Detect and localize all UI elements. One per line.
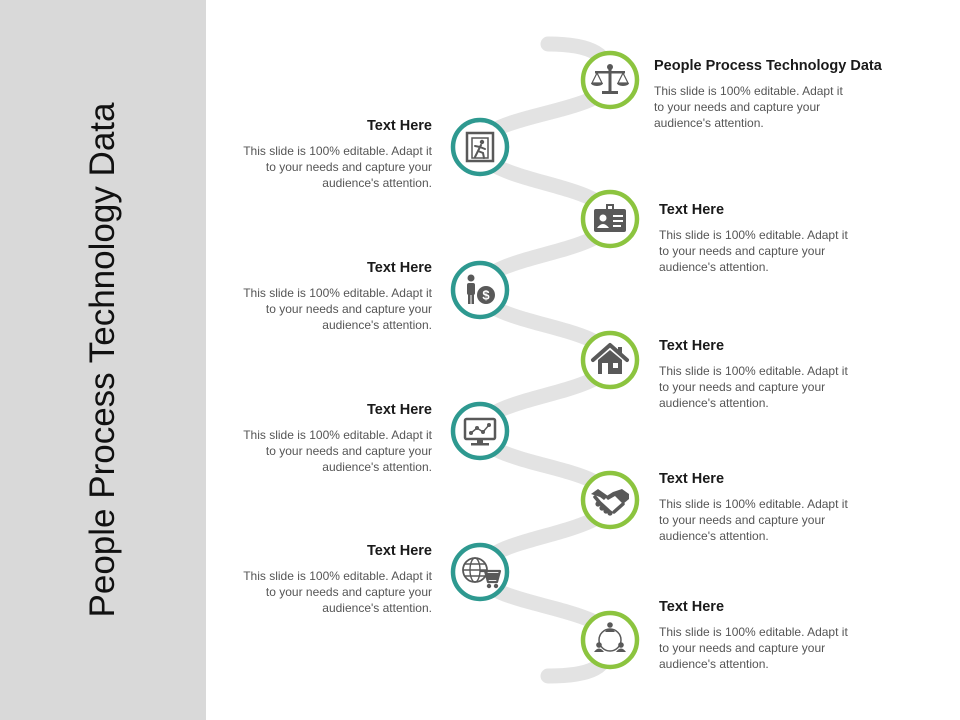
step-description: This slide is 100% editable. Adapt it to your needs and capture your audience's attention. [659, 625, 848, 671]
step-heading: Text Here [659, 338, 725, 354]
step-node [453, 120, 507, 174]
step-node [583, 333, 637, 387]
step-label [659, 470, 859, 544]
step-description: This slide is 100% editable. Adapt it to your needs and capture your audience's attention. [243, 428, 432, 474]
step-node [583, 192, 637, 246]
step-node [453, 404, 507, 458]
step-heading: Text Here [659, 471, 725, 487]
step-label [659, 201, 859, 275]
step-heading: Text Here [659, 202, 725, 218]
step-description: This slide is 100% editable. Adapt it to your needs and capture your audience's attention. [659, 497, 848, 543]
step-heading: People Process Technology Data [654, 58, 882, 74]
step-label [232, 542, 432, 616]
step-heading: Text Here [659, 599, 725, 615]
step-label [659, 598, 859, 672]
step-node [583, 473, 637, 527]
step-description: This slide is 100% editable. Adapt it to your needs and capture your audience's attention. [659, 364, 848, 410]
step-heading: Text Here [366, 260, 432, 276]
step-ring [453, 404, 507, 458]
step-description: This slide is 100% editable. Adapt it to your needs and capture your audience's attention. [243, 144, 432, 190]
step-node [453, 545, 507, 599]
step-heading: Text Here [366, 118, 432, 134]
slide-title: People Process Technology Data [83, 102, 122, 618]
step-label [654, 57, 914, 131]
step-description: This slide is 100% editable. Adapt it to your needs and capture your audience's attention. [654, 84, 843, 130]
step-node [583, 53, 637, 107]
step-description: This slide is 100% editable. Adapt it to your needs and capture your audience's attention. [659, 228, 848, 274]
step-heading: Text Here [366, 402, 432, 418]
step-description: This slide is 100% editable. Adapt it to your needs and capture your audience's attention. [243, 286, 432, 332]
svg-text:$: $ [482, 287, 490, 303]
step-ring [583, 613, 637, 667]
step-node [583, 613, 637, 667]
step-label [232, 401, 432, 475]
step-ring [583, 473, 637, 527]
step-label [232, 117, 432, 191]
step-label [659, 337, 859, 411]
step-label [232, 259, 432, 333]
step-heading: Text Here [366, 543, 432, 559]
step-node [453, 263, 507, 317]
step-description: This slide is 100% editable. Adapt it to your needs and capture your audience's attention. [243, 569, 432, 615]
